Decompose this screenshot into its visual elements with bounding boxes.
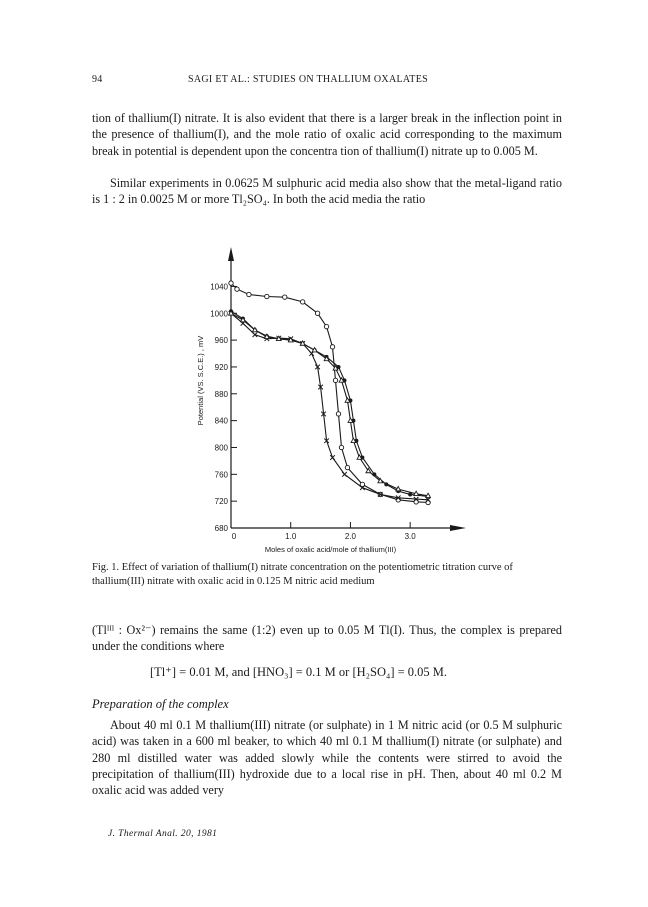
- x-axis-arrow: [450, 525, 466, 531]
- page-number: 94: [92, 74, 103, 85]
- data-point-open-circle: [235, 287, 239, 291]
- data-point-open-triangle: [414, 491, 419, 495]
- paragraph-2: Similar experiments in 0.0625 M sulphuric acid media also show that the metal-ligand ratio is 1 : 2 in 0.0025 M or more Tl₂SO₄. In both the acid media the ratio: [92, 176, 562, 207]
- data-point-open-triangle: [426, 493, 431, 497]
- series-line-4: [231, 313, 428, 496]
- y-tick-label: 920: [214, 362, 228, 372]
- data-point-cross: [342, 472, 347, 477]
- data-point-open-circle: [229, 281, 233, 285]
- data-point-open-circle: [336, 412, 340, 416]
- series-line-2: [231, 311, 428, 496]
- series-line-1: [231, 283, 428, 502]
- y-tick-label: 960: [214, 336, 228, 346]
- journal-footer: J. Thermal Anal. 20, 1981: [108, 829, 218, 839]
- y-axis-label: Potential (VS. S.C.E.) , mV: [196, 335, 205, 426]
- figure-caption: [92, 561, 562, 589]
- data-point-open-triangle: [348, 418, 353, 422]
- data-point-open-triangle: [357, 455, 362, 459]
- data-point-open-circle: [265, 294, 269, 298]
- paragraph-4: About 40 ml 0.1 M thallium(III) nitrate (or sulphate) in 1 M nitric acid (or 0.5 M sulphuric acid) was taken in a 600 ml beaker, to which 40 ml 0.1 M thallium(I) nitrate (or sulphate) and 280 ml distilled water was added slowly while the contents were stirred to avoid the precipitation of thallium(III) hydroxide due to a local rise in pH. Then, about 40 ml 0.2 M oxalic acid was added very: [92, 718, 562, 798]
- y-tick-label: 1000: [210, 309, 228, 319]
- data-point-open-triangle: [312, 348, 317, 352]
- x-tick-label: 0: [231, 532, 237, 541]
- y-axis-arrow: [228, 247, 234, 261]
- figure-1: [176, 224, 476, 554]
- x-tick-label: 3.0: [404, 532, 416, 541]
- data-point-open-circle: [324, 324, 328, 328]
- caption-label: Fig. 1.: [92, 562, 120, 573]
- data-point-open-triangle: [351, 438, 356, 442]
- data-point-open-circle: [283, 295, 287, 299]
- running-title: SAGI ET AL.: STUDIES ON THALLIUM OXALATES: [188, 74, 428, 85]
- y-tick-label: 840: [214, 416, 228, 426]
- y-tick-label: 720: [214, 497, 228, 507]
- x-tick-label: 2.0: [344, 532, 357, 541]
- section-subheading: Preparation of the complex: [92, 697, 229, 711]
- data-point-open-circle: [330, 345, 334, 349]
- paragraph-1: tion of thallium(I) nitrate. It is also evident that there is a larger break in the inflection point in the presence of thallium(I), and the mole ratio of oxalic acid corresponding to the maximum break in potential is dependent upon the concentra tion of thallium(I) nitrate up to 0.005 M.: [92, 111, 562, 158]
- page-header: [92, 74, 562, 88]
- data-point-open-circle: [315, 311, 319, 315]
- data-point-open-triangle: [396, 486, 401, 490]
- y-tick-label: 680: [214, 524, 228, 533]
- y-tick-label: 760: [214, 470, 228, 480]
- caption-text: Effect of variation of thallium(I) nitrate concentration on the potentiometric titration curve of thallium(III) nitrate with oxalic acid in 0.125 M nitric acid medium: [92, 562, 513, 587]
- data-point-open-circle: [300, 300, 304, 304]
- x-tick-label: 1.0: [285, 532, 297, 541]
- data-point-open-triangle: [345, 398, 350, 402]
- data-point-open-circle: [333, 378, 337, 382]
- data-point-open-circle: [247, 292, 251, 296]
- data-point-open-circle: [339, 445, 343, 449]
- series-line-3: [231, 313, 428, 500]
- paragraph-3: (Tlᴵᴵᴵ : Ox²⁻) remains the same (1:2) even up to 0.05 M Tl(I). Thus, the complex is prepared under the conditions where: [92, 623, 562, 654]
- y-tick-label: 880: [214, 389, 228, 399]
- y-tick-label: 1040: [210, 282, 228, 292]
- y-tick-label: 800: [214, 443, 228, 453]
- data-point-open-circle: [345, 465, 349, 469]
- x-axis-label: Moles of oxalic acid/mole of thallium(III): [264, 545, 397, 554]
- condition-equation: [Tl⁺] = 0.01 M, and [HNO₃] = 0.1 M or [H₂SO₄] = 0.05 M.: [150, 665, 448, 679]
- titration-chart: [176, 224, 476, 554]
